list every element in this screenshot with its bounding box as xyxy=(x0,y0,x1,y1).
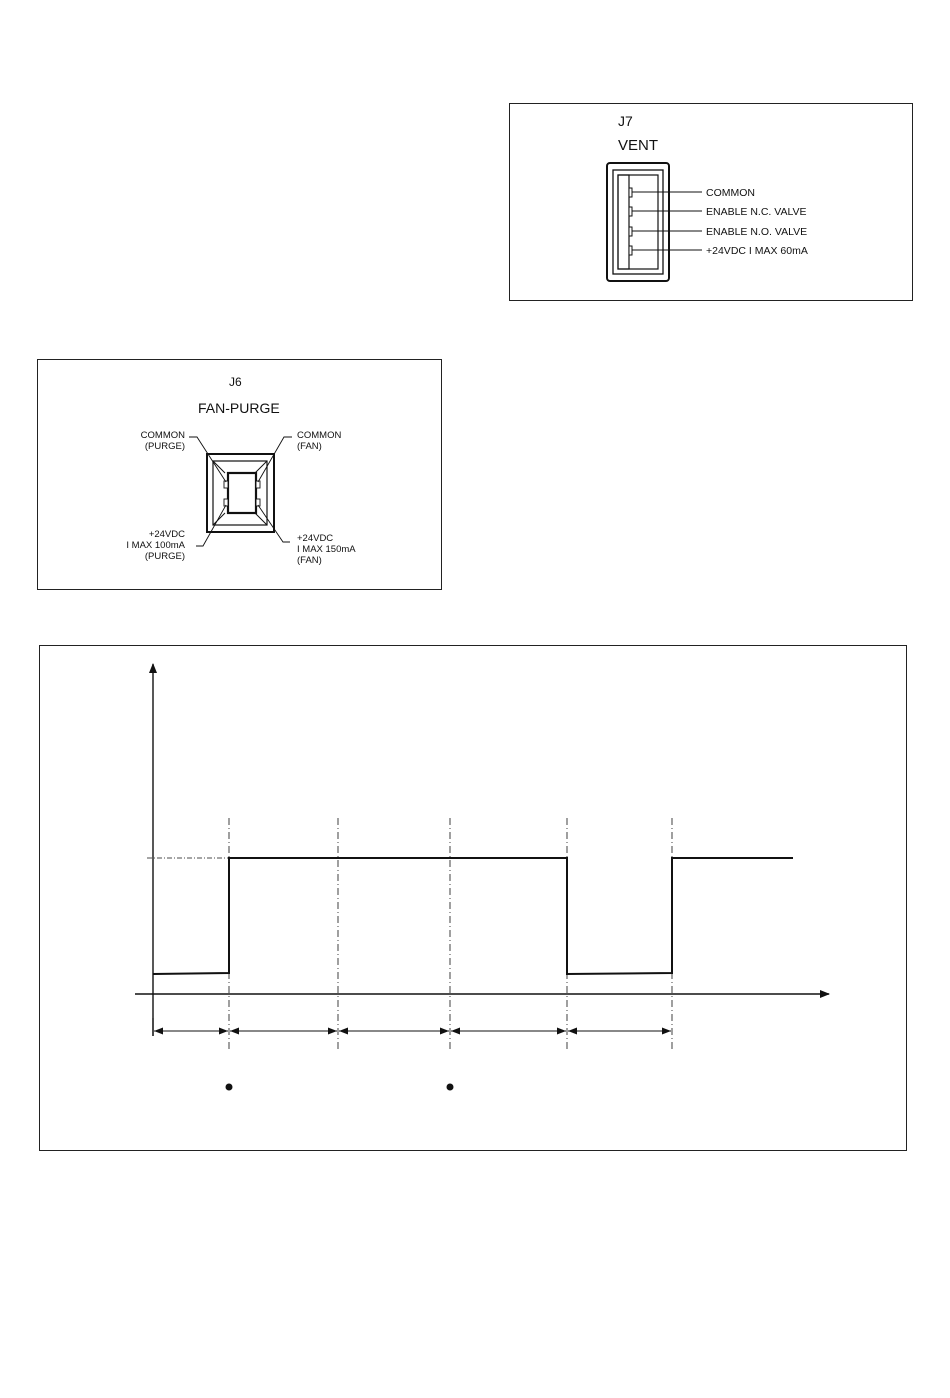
event-marker-2 xyxy=(447,1084,454,1091)
j6-label-24vdc-fan-3: (FAN) xyxy=(297,555,322,566)
j6-label-24vdc-fan-1: +24VDC xyxy=(297,533,334,544)
j6-label-top-left xyxy=(141,430,185,452)
j6-label-common-purge-2: (PURGE) xyxy=(144,441,185,452)
j7-pin-1 xyxy=(629,187,755,199)
j6-label-common-fan-1: COMMON xyxy=(297,430,342,441)
j7-pin-label-1: COMMON xyxy=(706,187,755,199)
j6-label-24vdc-purge-1: +24VDC xyxy=(148,529,185,540)
j7-pin-label-3: ENABLE N.O. VALVE xyxy=(706,226,808,238)
j6-label-24vdc-fan-2: I MAX 150mA xyxy=(297,544,356,555)
j7-connector-id: J7 xyxy=(618,113,633,129)
event-markers xyxy=(226,1084,454,1091)
j7-pin-4 xyxy=(629,245,808,257)
signal-waveform xyxy=(153,858,793,974)
j6-label-common-purge-1: COMMON xyxy=(140,430,185,441)
j7-pin-label-4: +24VDC I MAX 60mA xyxy=(706,245,808,257)
j6-label-top-right xyxy=(297,430,341,452)
event-marker-1 xyxy=(226,1084,233,1091)
j6-fan-purge-panel xyxy=(37,359,442,590)
j7-connector-body xyxy=(607,163,669,281)
timing-diagram xyxy=(40,646,908,1152)
j7-pin-2 xyxy=(629,206,807,218)
phase-lines xyxy=(229,818,672,1051)
j7-diagram xyxy=(510,104,914,302)
j7-vent-panel xyxy=(509,103,913,301)
j7-pin-3 xyxy=(629,226,807,238)
j6-label-24vdc-purge-3: (PURGE) xyxy=(144,551,185,562)
j6-connector-id: J6 xyxy=(229,375,242,389)
j6-label-bottom-left xyxy=(126,529,185,562)
timing-diagram-panel xyxy=(39,645,907,1151)
j7-pin-label-2: ENABLE N.C. VALVE xyxy=(706,206,807,218)
j6-label-24vdc-purge-2: I MAX 100mA xyxy=(126,540,185,551)
j6-label-common-fan-2: (FAN) xyxy=(297,441,322,452)
j6-title: FAN-PURGE xyxy=(198,400,280,416)
j6-diagram xyxy=(38,360,443,591)
j6-label-bottom-right xyxy=(297,533,356,566)
j7-title: VENT xyxy=(618,137,659,154)
